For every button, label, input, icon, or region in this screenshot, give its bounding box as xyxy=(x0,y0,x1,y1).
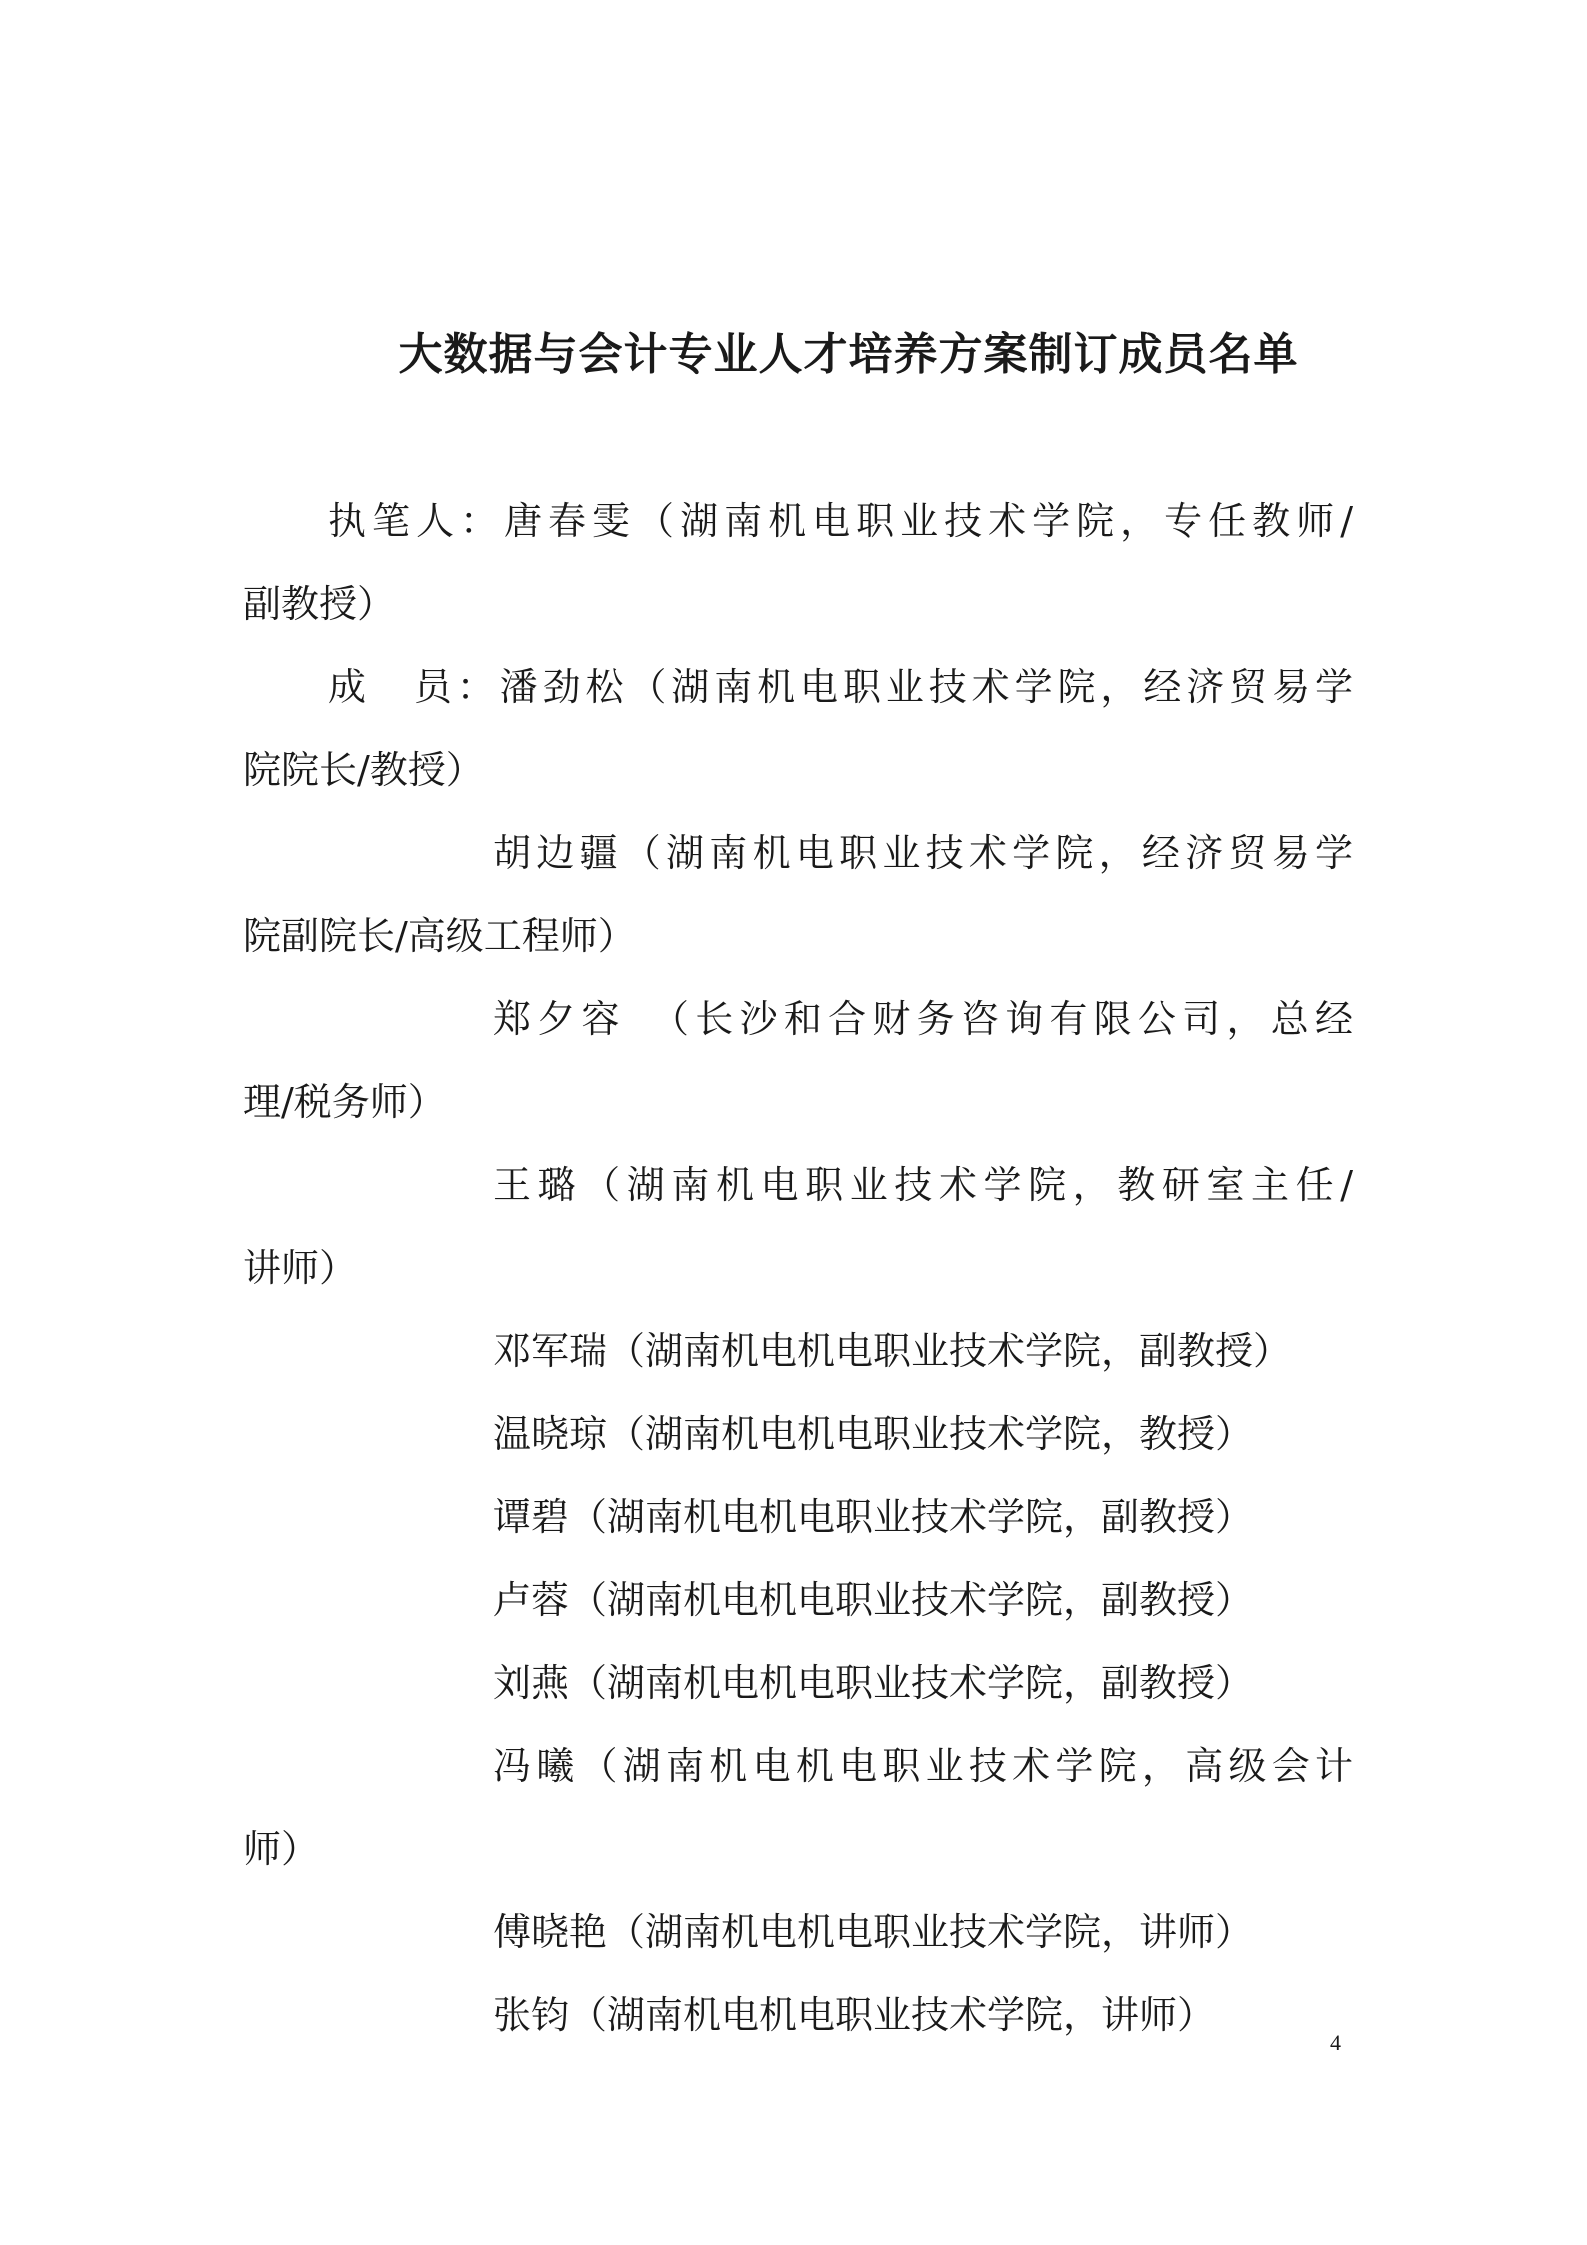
member-line: 成 员：潘劲松（湖南机电职业技术学院，经济贸易学 xyxy=(328,665,1353,709)
member-line-cont: 理/税务师） xyxy=(243,1080,446,1124)
member-line: 王璐（湖南机电职业技术学院，教研室主任/ xyxy=(493,1163,1353,1207)
member-line-cont: 院副院长/高级工程师） xyxy=(243,914,636,958)
member-line: 刘燕（湖南机电机电职业技术学院，副教授） xyxy=(493,1661,1254,1705)
member-line-cont: 师） xyxy=(243,1827,320,1871)
member-line: 傅晓艳（湖南机电机电职业技术学院，讲师） xyxy=(493,1910,1254,1954)
member-line: 卢蓉（湖南机电机电职业技术学院，副教授） xyxy=(493,1578,1254,1622)
author-line-cont: 副教授） xyxy=(243,582,396,626)
member-line-cont: 讲师） xyxy=(243,1246,358,1290)
member-line: 谭碧（湖南机电机电职业技术学院，副教授） xyxy=(493,1495,1254,1539)
member-line-cont: 院院长/教授） xyxy=(243,748,484,792)
member-list xyxy=(243,480,1353,2057)
member-line: 郑夕容 （长沙和合财务咨询有限公司，总经 xyxy=(493,997,1353,1041)
member-line: 胡边疆（湖南机电职业技术学院，经济贸易学 xyxy=(493,831,1353,875)
member-line: 温晓琼（湖南机电机电职业技术学院，教授） xyxy=(493,1412,1254,1456)
author-line: 执笔人：唐春雯（湖南机电职业技术学院，专任教师/ xyxy=(328,499,1353,543)
page-title: 大数据与会计专业人才培养方案制订成员名单 xyxy=(398,329,1299,380)
member-line: 邓军瑞（湖南机电机电职业技术学院，副教授） xyxy=(493,1329,1292,1373)
page-number: 4 xyxy=(1330,2030,1341,2055)
member-line: 张钧（湖南机电机电职业技术学院，讲师） xyxy=(493,1993,1216,2037)
member-line: 冯曦（湖南机电机电职业技术学院，高级会计 xyxy=(493,1744,1353,1788)
